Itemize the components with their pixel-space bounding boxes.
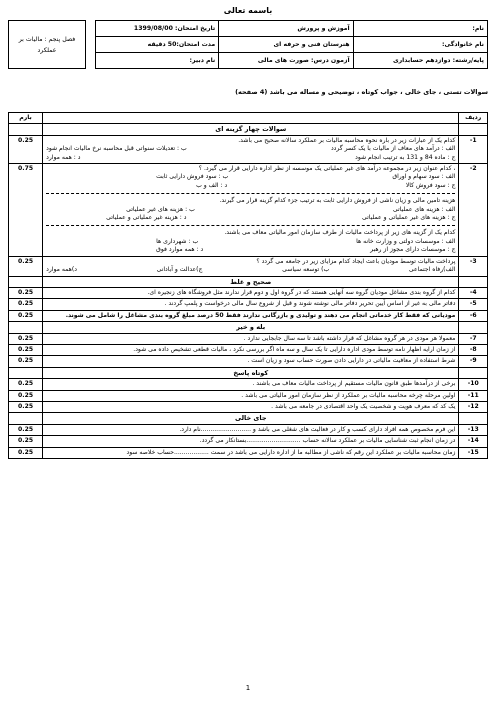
divider	[46, 225, 455, 226]
section-short-answer: کوتاه پاسخ	[43, 367, 459, 378]
name-field: نام:	[353, 21, 487, 37]
question-row: 8- از زمان ارایه اظهار نامه توسط مودی اداره دارایی تا یک سال و سه ماه اگر بررسی نکرد ، مالیات قطعی تشخیص داده می شود. 0.25	[9, 344, 488, 355]
question-row: 11- اولین مرحله چرخه محاسبه مالیات بر عملکرد از نظر سازمان امور مالیاتی می باشد . 0.25	[9, 390, 488, 401]
question-row: 1- کدام یک از عبارات زیر در باره نحوه محاسبه مالیات بر عملکرد سالانه صحیح می باشد. الف : درآمد های معاف از مالیات با یک کسر گردد ب : تعدیلات سنواتی قبل محاسبه نرخ مالیات انجام شود ج : ماده 84 و 131 به ترتیب انجام شود د : همه موارد 0.25	[9, 135, 488, 163]
exam-instructions: سوالات تستی ، جای خالی ، جواب کوتاه ، توضیحی و مساله می باشد (4 صفحه)	[235, 88, 488, 96]
questions-table	[8, 112, 488, 459]
field-label: پایه/رشته: دوازدهم حسابداری	[353, 53, 487, 69]
section-fill-blank: جای خالی	[43, 413, 459, 424]
family-field: نام خانوادگی:	[353, 37, 487, 53]
question-row: 15- زمان محاسبه مالیات بر عملکرد این رقم که ناشی از مطالبه ما از اداره دارایی می باشد در سمت ..................حساب خلاصه سود 0.25	[9, 447, 488, 458]
option-d: د : همه موارد	[46, 153, 81, 161]
question-row: 12- یک کد که معرف هویت و شخصیت یک واحد اقتصادی در جامعه می باشد . 0.25	[9, 401, 488, 412]
section-multiple-choice: سوالات چهار گزینه ای	[43, 124, 459, 135]
question-row: 13- این فرم مخصوص همه افراد دارای کسب و کار در فعالیت های شغلی می باشد و ..........................نام دارد. 0.25	[9, 424, 488, 435]
exam-duration: مدت امتحان:50 دقیقه	[96, 37, 219, 53]
col-number-header: ردیف	[459, 113, 488, 124]
col-score-header: بارم	[9, 113, 43, 124]
option-b: ب : تعدیلات سنواتی قبل محاسبه نرخ مالیات انجام شود	[46, 145, 187, 153]
col-question-header	[43, 113, 459, 124]
chapter-box: فصل پنجم : مالیات بر عملکرد	[9, 21, 86, 69]
page-number: 1	[245, 684, 251, 692]
option-c: ج : ماده 84 و 131 به ترتیب انجام شود	[355, 153, 456, 161]
section-yes-no: بله و خیر	[43, 322, 459, 333]
exam-header-table	[8, 20, 488, 69]
question-text: کدام یک از عبارات زیر در باره نحوه محاسبه مالیات بر عملکرد سالانه صحیح می باشد.	[238, 136, 456, 144]
exam-date: تاریخ امتحان: 1399/08/00	[96, 21, 219, 37]
school-label: هنرستان فنی و حرفه ای	[219, 37, 353, 53]
exam-title: آزمون درس: صورت های مالی	[219, 53, 353, 69]
question-row: 14- در زمان انجام ثبت شناسایی مالیات بر عملکرد سالانه حساب ............................بستانکار می گردد. 0.25	[9, 436, 488, 447]
question-row: 5- دفاتر مالی به غیر از اساس آیین تحریر دفاتر مالی نوشته شوند و قبل از شروع سال مالی درخواست و پلمپ گردند . 0.25	[9, 299, 488, 310]
question-row: 3- پرداخت مالیات توسط مودیان باعث ایجاد کدام مزایای زیر در جامعه می گردد ؟ الف)رفاه اجتماعی ب) توسعه سیاسی ج)عدالت و آبادانی د)همه موارد 0.25	[9, 256, 488, 276]
question-row: 10- برخی از درآمدها طبق قانون مالیات مستقیم از پرداخت مالیات معاف می باشند . 0.25	[9, 379, 488, 390]
question-row: 2- ، کدام عنوان زیر در مجموعه درآمد های غیر عملیاتی یک موسسه از نظر اداره دارایی قرار می گیرد. ؟ الف : سود سهام و اوراق ب : سود فروش دارایی ثابت ج : سود فروش کالا د : الف و ب هزینه تامین مالی و زیان ناشی از فروش دارایی ثابت به ترتیب جزء کدام گزینه قرار می گیرند. الف : هزینه های عملیاتی ب : هزینه های غیر عملیاتی ج : هزینه های غیر عملیاتی و عملیاتی د : هزینه غیر عملیاتی و عملیاتی کدام یک از گزینه های زیر از پرداخت مالیات از طرف سازمان امور مالیاتی معاف می باشند. الف : موسسات دولتی و وزارت خانه ها ب : شهرداری ها ج : موسسات دارای مجوز از رهبر د : همه موارد فوق 0.75	[9, 164, 488, 257]
question-row: 9- شرط استفاده از معافیت مالیاتی در دارایی دادن صورت حساب سود و زیان است . 0.25	[9, 356, 488, 367]
question-row: 7- معمولا هر مودی در هر گروه مشاغل که قرار داشته باشد تا سه سال جابجایی ندارد . 0.25	[9, 333, 488, 344]
supervisor-field: نام دبیر:	[96, 53, 219, 69]
ministry-label: آموزش و پرورش	[219, 21, 353, 37]
question-row: 6- مودیانی که فقط کار خدماتی انجام می دهند و تولیدی و بازرگانی ندارند فقط 50 درصد مبلغ گروه بندی مشاغل را شامل می شوند. 0.25	[9, 310, 488, 321]
question-row: 4- کدام از گروه بندی مشاغل مودیان گروه سه آنهایی هستند که در گروه اول و دوم قرار ندارند مثل فروشگاه های زنجیره ای. 0.25	[9, 287, 488, 298]
question-text: ، کدام عنوان زیر در مجموعه درآمد های غیر عملیاتی یک موسسه از نظر اداره دارایی قرار می گیرد. ؟	[198, 165, 456, 173]
section-true-false: صحیح و غلط	[43, 276, 459, 287]
bismillah-heading: باسمه تعالی	[223, 6, 273, 15]
option-a: الف : درآمد های معاف از مالیات با یک کسر گردد	[330, 145, 456, 153]
divider	[46, 193, 455, 194]
